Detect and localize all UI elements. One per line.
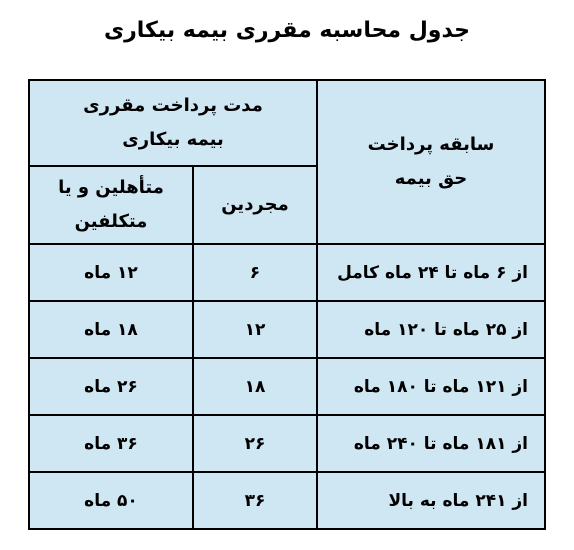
single-cell: ۲۶	[193, 415, 317, 472]
unemployment-insurance-table	[28, 79, 546, 530]
table-row	[29, 415, 545, 472]
history-cell: از ۲۴۱ ماه به بالا	[317, 472, 545, 529]
married-cell: ۵۰ ماه	[29, 472, 193, 529]
header-payment-duration-line2: بیمه بیکاری	[122, 129, 224, 150]
single-cell: ۱۲	[193, 301, 317, 358]
married-cell: ۳۶ ماه	[29, 415, 193, 472]
header-single-label: مجردین	[221, 194, 289, 215]
header-married-line1: متأهلین و یا	[58, 177, 164, 198]
header-payment-duration-line1: مدت پرداخت مقرری	[83, 95, 263, 116]
table-row	[29, 472, 545, 529]
married-cell: ۱۲ ماه	[29, 244, 193, 301]
history-cell: از ۶ ماه تا ۲۴ ماه کامل	[317, 244, 545, 301]
single-cell: ۱۸	[193, 358, 317, 415]
single-cell: ۶	[193, 244, 317, 301]
married-cell: ۱۸ ماه	[29, 301, 193, 358]
header-insurance-history-line1: سابقه پرداخت	[367, 134, 495, 155]
table-row	[29, 244, 545, 301]
history-cell: از ۲۵ ماه تا ۱۲۰ ماه	[317, 301, 545, 358]
header-payment-duration	[29, 80, 317, 166]
header-insurance-history	[317, 80, 545, 244]
history-cell: از ۱۸۱ ماه تا ۲۴۰ ماه	[317, 415, 545, 472]
header-insurance-history-line2: حق بیمه	[394, 168, 468, 189]
single-cell: ۳۶	[193, 472, 317, 529]
table-title: جدول محاسبه مقرری بیمه بیکاری	[103, 18, 471, 43]
table-row	[29, 358, 545, 415]
header-married-line2: متکلفین	[74, 211, 148, 232]
header-married	[29, 166, 193, 244]
history-cell: از ۱۲۱ ماه تا ۱۸۰ ماه	[317, 358, 545, 415]
married-cell: ۲۶ ماه	[29, 358, 193, 415]
header-single	[193, 166, 317, 244]
table-row	[29, 301, 545, 358]
